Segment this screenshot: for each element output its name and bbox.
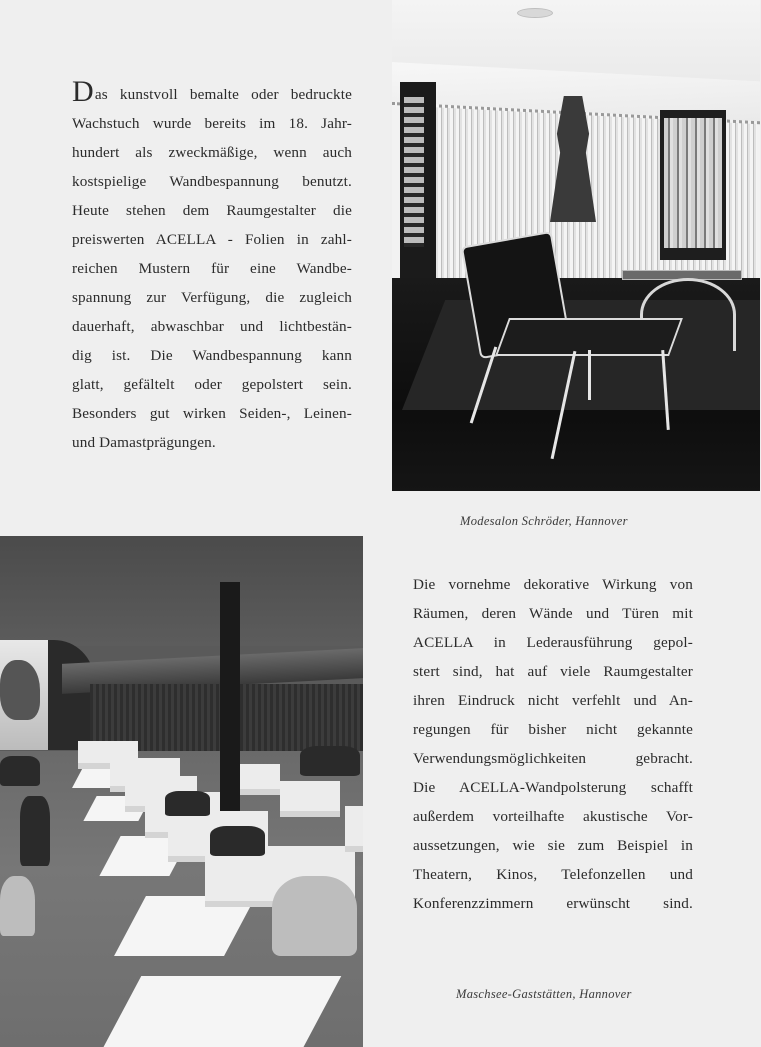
dining-table bbox=[240, 764, 280, 795]
chair bbox=[20, 796, 50, 866]
photo-modesalon bbox=[392, 0, 760, 491]
text-line: preiswerten ACELLA - Folien in zahl- bbox=[72, 231, 352, 248]
text-line: Heute stehen dem Raumgestalter die bbox=[72, 202, 352, 219]
dining-table bbox=[345, 806, 363, 852]
chair bbox=[272, 876, 357, 956]
text-line: dig ist. Die Wandbespannung kann bbox=[72, 347, 352, 364]
text-line: reichen Mustern für eine Wandbe- bbox=[72, 260, 352, 277]
text-line: stert sind, hat auf viele Raumgestalter bbox=[413, 663, 693, 680]
photo-ceiling bbox=[0, 536, 363, 646]
text-line: dauerhaft, abwaschbar und lichtbestän- bbox=[72, 318, 352, 335]
text-line: Räumen, deren Wände und Türen mit bbox=[413, 605, 693, 622]
chair bbox=[165, 791, 210, 816]
paragraph-acella-leder bbox=[413, 570, 693, 918]
text-line: ACELLA in Lederausführung gepol- bbox=[413, 634, 693, 651]
arch bbox=[48, 640, 94, 750]
text-line: Die ACELLA-Wandpolsterung schafft bbox=[413, 779, 693, 796]
text-line: Das kunstvoll bemalte oder bedruckte bbox=[72, 75, 352, 108]
chair bbox=[0, 756, 40, 786]
chair bbox=[0, 876, 35, 936]
window bbox=[0, 640, 48, 750]
text-line: hundert als zweckmäßige, wenn auch bbox=[72, 144, 352, 161]
text-line: spannung zur Verfügung, die zugleich bbox=[72, 289, 352, 306]
stove-pipe bbox=[220, 582, 240, 832]
ceiling-lamp bbox=[517, 8, 553, 18]
chair bbox=[300, 746, 360, 776]
dining-table bbox=[280, 781, 340, 817]
text-line: regungen für bisher nicht gekannte bbox=[413, 721, 693, 738]
text-line: Theatern, Kinos, Telefonzellen und bbox=[413, 866, 693, 883]
sunlight-patch bbox=[99, 976, 342, 1047]
photo-maschsee bbox=[0, 536, 363, 1047]
right-wardrobe bbox=[660, 110, 726, 260]
text-line: Verwendungsmöglichkeiten gebracht. bbox=[413, 750, 693, 767]
photo-caption-modesalon: Modesalon Schröder, Hannover bbox=[460, 514, 628, 528]
left-wardrobe bbox=[400, 82, 436, 282]
text-line: kostspielige Wandbespannung benutzt. bbox=[72, 173, 352, 190]
paragraph-wachstuch bbox=[72, 75, 352, 457]
drop-cap: D bbox=[72, 75, 94, 108]
text-line: und Damastprägungen. bbox=[72, 434, 216, 451]
text-line: Wachstuch wurde bereits im 18. Jahr- bbox=[72, 115, 352, 132]
text-line: aussetzungen, wie sie zum Beispiel in bbox=[413, 837, 693, 854]
photo-caption-maschsee: Maschsee-Gaststätten, Hannover bbox=[456, 987, 632, 1001]
text-line: Die vornehme dekorative Wirkung von bbox=[413, 576, 693, 593]
text-line: außerdem vorteilhafte akustische Vor- bbox=[413, 808, 693, 825]
text-line: ihren Eindruck nicht verfehlt und An- bbox=[413, 692, 693, 709]
chair bbox=[210, 826, 265, 856]
text-line: Konferenzzimmern erwünscht sind. bbox=[413, 895, 693, 912]
text-line: glatt, gefältelt oder gepolstert sein. bbox=[72, 376, 352, 393]
chair-leg bbox=[588, 350, 591, 400]
text-line: Besonders gut wirken Seiden-, Leinen- bbox=[72, 405, 352, 422]
